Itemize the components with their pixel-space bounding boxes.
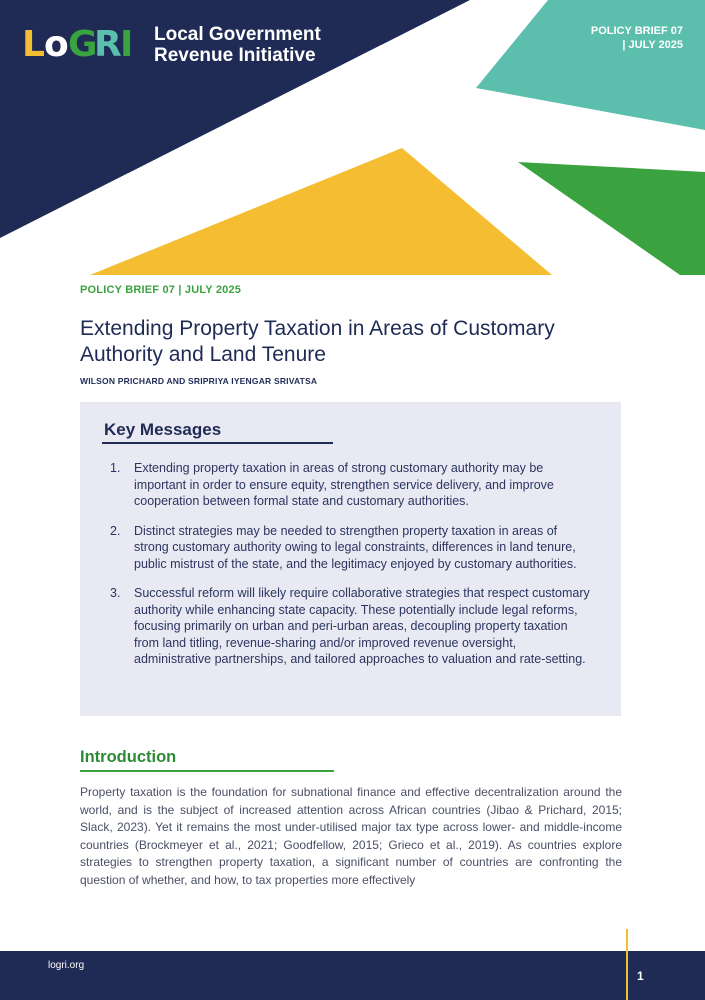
footer-site-link[interactable]: logri.org: [48, 960, 85, 971]
key-messages-list: [110, 460, 590, 681]
org-name: [154, 24, 321, 66]
page-footer: [0, 951, 705, 1000]
introduction-paragraph: Property taxation is the foundation for subnational finance and effective decentralization around the world, and is the subject of increased attention across African countries (Jibao & Prichard, 2015; Slack, 2023). Yet it remains the most under-utilised major tax type across lower- and middle-income countries (Brockmeyer et al., 2021; Goodfellow, 2015; Grieco et al., 2019). As countries explore strategies to strengthen property taxation, a significant number of countries are confronting the question of whether, and how, to tax properties more effectively: [80, 785, 622, 887]
list-item-number: 1.: [110, 461, 121, 475]
list-item-text: Extending property taxation in areas of strong customary authority may be important in order to ensure equity, strengthen service delivery, and improve cooperation between formal state and customary authorities.: [134, 461, 554, 508]
list-item-text: Successful reform will likely require collaborative strategies that respect customary authority while enhancing state capacity. These potentially include legal reforms, focusing primarily on urban and peri-urban areas, decoupling property taxation from land titling, revenue-sharing and/or improved revenue oversight, administrative partnerships, and tailored approaches to valuation and rate-setting.: [134, 586, 590, 666]
list-item-text: Distinct strategies may be needed to strengthen property taxation in areas of strong customary authority owing to legal constraints, differences in land tenure, public mistrust of the state, and the legitimacy enjoyed by customary authorities.: [134, 523, 577, 571]
yellow-triangle-shape: [90, 148, 552, 275]
key-messages-heading: Key Messages: [104, 420, 222, 439]
policy-brief-corner-label: [591, 24, 683, 52]
list-item: [110, 585, 590, 668]
key-messages-underline: [102, 442, 333, 444]
corner-label-line2: | JULY 2025: [622, 39, 683, 51]
list-item: [110, 460, 590, 510]
list-item-number: 3.: [110, 586, 121, 600]
green-triangle-shape: [518, 162, 705, 275]
page-number: 1: [637, 969, 644, 983]
list-item: [110, 523, 590, 573]
footer-divider: [626, 929, 628, 1000]
teal-corner-shape: [476, 0, 705, 130]
introduction-underline: [80, 770, 334, 772]
key-messages-box: [80, 402, 621, 716]
org-name-line1: Local Government: [154, 24, 321, 45]
document-title: Extending Property Taxation in Areas of Customary Authority and Land Tenure: [80, 317, 555, 366]
list-item-number: 2.: [110, 523, 121, 538]
introduction-heading: Introduction: [80, 748, 177, 766]
logo-mark: L o G R I: [22, 24, 133, 65]
org-name-line2: Revenue Initiative: [154, 45, 316, 66]
policy-brief-label: POLICY BRIEF 07 | JULY 2025: [80, 284, 242, 296]
corner-label-line1: POLICY BRIEF 07: [590, 25, 683, 37]
authors: WILSON PRICHARD AND SRIPRIYA IYENGAR SRIVATSA: [80, 376, 318, 386]
logri-logo: [22, 24, 321, 66]
